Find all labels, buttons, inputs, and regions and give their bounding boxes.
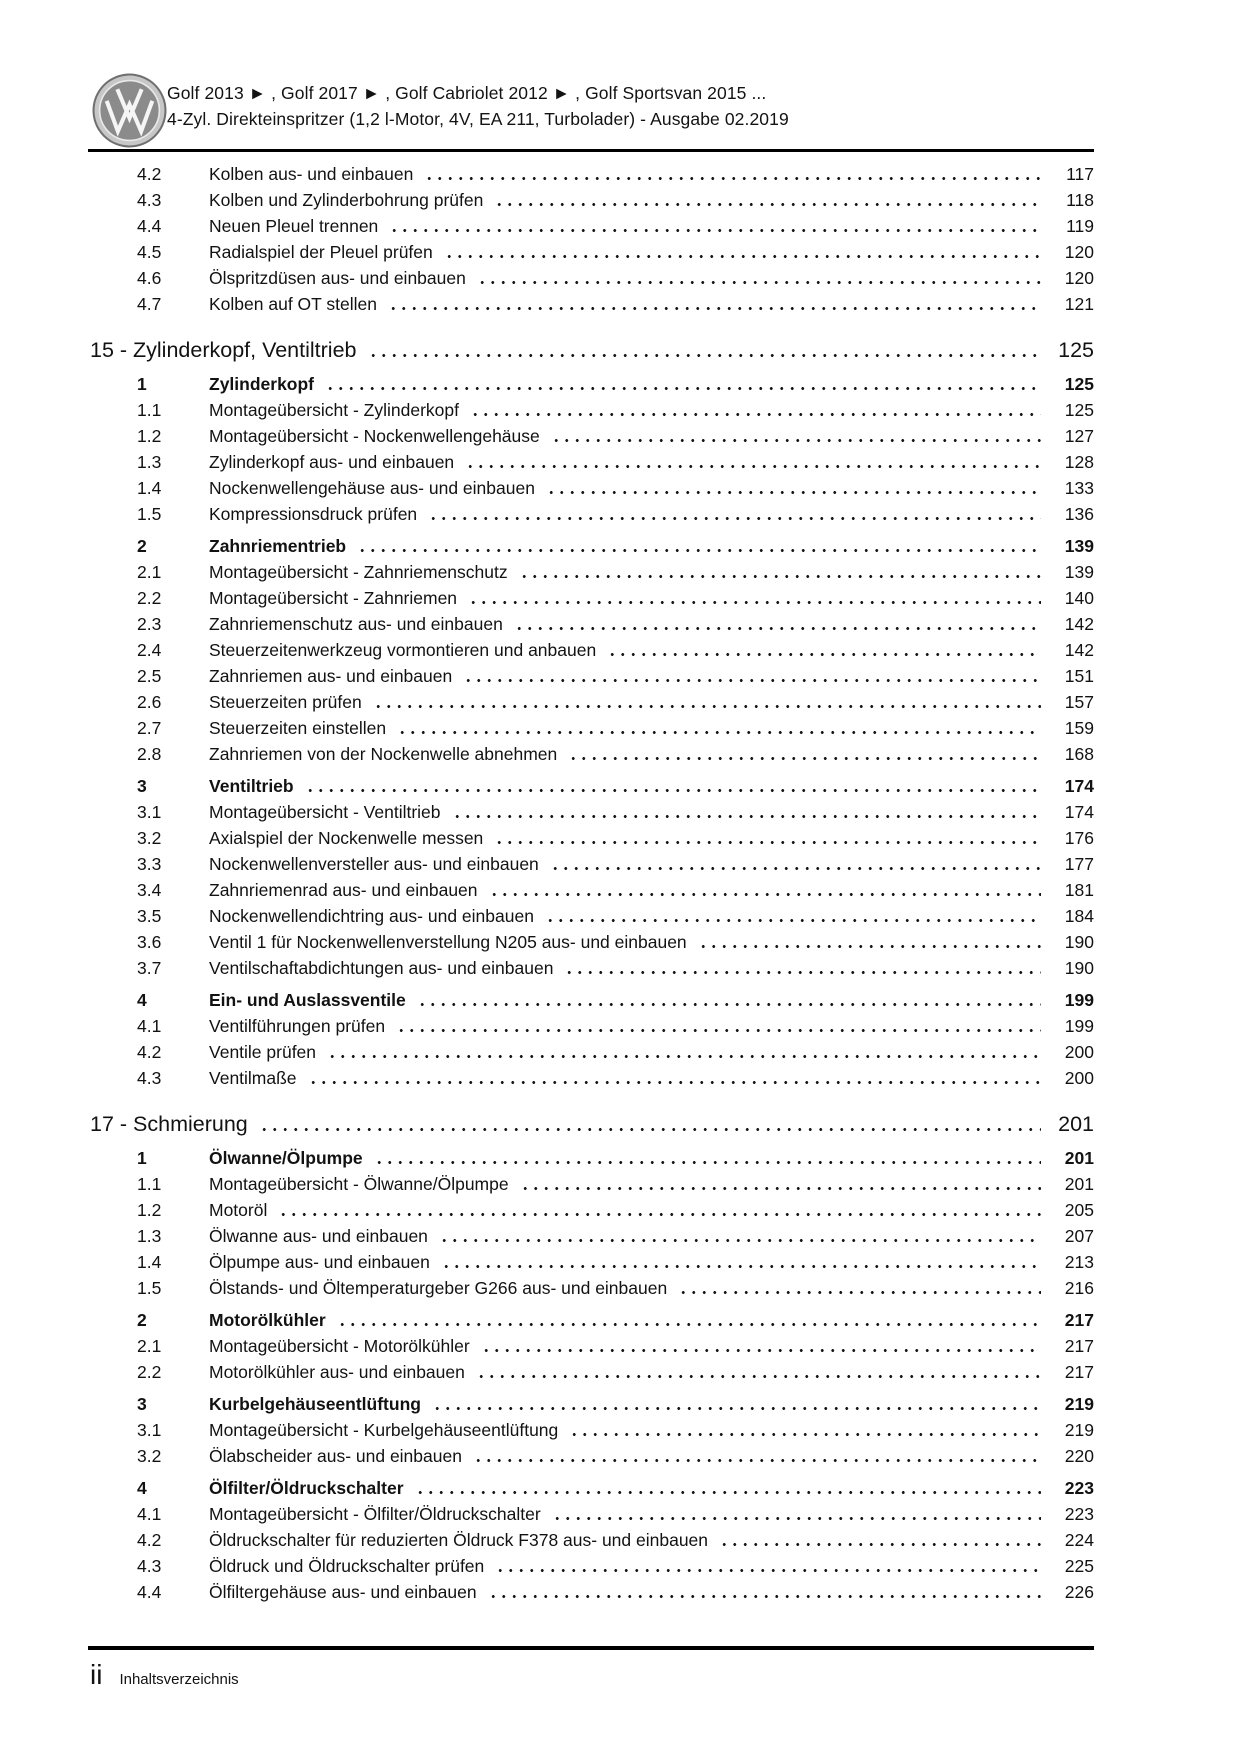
toc-entry-title: Montageübersicht - Zahnriemenschutz <box>209 562 508 582</box>
toc-entry-page: 118 <box>1066 190 1094 210</box>
toc-entry <box>90 585 1094 611</box>
toc-entry-title: Öldruckschalter für reduzierten Öldruck F378 aus- und einbauen <box>209 1530 709 1550</box>
toc-entry-page: 200 <box>1064 1068 1094 1088</box>
toc-leader-dots <box>494 203 1041 206</box>
toc-leader-dots <box>305 789 1041 792</box>
header-text <box>167 80 789 132</box>
toc-entry-page: 213 <box>1064 1252 1094 1272</box>
toc-chapter-heading <box>90 1110 1094 1139</box>
toc-entry-number: 3.4 <box>137 880 162 900</box>
toc-entry-page: 142 <box>1064 614 1094 634</box>
toc-entry-page: 174 <box>1064 802 1094 822</box>
toc-chapter-heading <box>90 336 1094 365</box>
toc-entry-title: Neuen Pleuel trennen <box>209 216 379 236</box>
footer-page-number: ii <box>90 1659 103 1690</box>
toc-entry <box>90 1307 1094 1333</box>
toc-entry-number: 4.1 <box>137 1016 162 1036</box>
toc-entry-page: 120 <box>1064 242 1094 262</box>
toc-leader-dots <box>327 1055 1041 1058</box>
toc-entry-page: 220 <box>1064 1446 1094 1466</box>
toc-leader-dots <box>494 841 1041 844</box>
toc-entry-title: Montageübersicht - Zahnriemen <box>209 588 458 608</box>
toc-entry <box>90 741 1094 767</box>
toc-entry-page: 216 <box>1064 1278 1094 1298</box>
toc-entry-page: 125 <box>1064 374 1094 394</box>
toc-leader-dots <box>444 255 1041 258</box>
toc-entry-number: 4.7 <box>137 294 162 314</box>
toc-entry-number: 4.5 <box>137 242 162 262</box>
toc-leader-dots <box>470 413 1041 416</box>
toc-entry <box>90 1065 1094 1091</box>
toc-chapter-title: 17 - Schmierung <box>90 1112 248 1136</box>
toc-leader-dots <box>546 491 1041 494</box>
toc-entry-page: 201 <box>1064 1174 1094 1194</box>
toc-entry-number: 4 <box>137 1478 147 1498</box>
page-footer <box>90 1658 239 1692</box>
toc-entry <box>90 423 1094 449</box>
toc-leader-dots <box>373 705 1041 708</box>
toc-entry <box>90 1039 1094 1065</box>
toc-entry <box>90 371 1094 397</box>
toc-leader-dots <box>452 815 1041 818</box>
toc-entry-page: 117 <box>1066 164 1094 184</box>
toc-entry-number: 4 <box>137 990 147 1010</box>
toc-leader-dots <box>481 1349 1041 1352</box>
toc-leader-dots <box>259 1128 1041 1131</box>
toc-entry-number: 2.1 <box>137 562 162 582</box>
toc-entry-page: 217 <box>1064 1362 1094 1382</box>
toc-entry-title: Nockenwellendichtring aus- und einbauen <box>209 906 534 926</box>
toc-leader-dots <box>428 517 1041 520</box>
toc-entry-number: 2 <box>137 536 147 556</box>
toc-entry-title: Ölwanne aus- und einbauen <box>209 1226 428 1246</box>
toc-entry-title: Steuerzeiten einstellen <box>209 718 387 738</box>
toc-entry-title: Kolben auf OT stellen <box>209 294 377 314</box>
toc-entry-page: 142 <box>1064 640 1094 660</box>
footer-divider <box>88 1646 1094 1650</box>
toc-entry-page: 151 <box>1064 666 1094 686</box>
toc-entry-page: 133 <box>1064 478 1094 498</box>
toc-entry-page: 226 <box>1064 1582 1094 1602</box>
toc-entry-number: 1.4 <box>137 1252 162 1272</box>
toc-entry-number: 1.3 <box>137 1226 162 1246</box>
toc-leader-dots <box>396 1029 1041 1032</box>
toc-leader-dots <box>678 1291 1041 1294</box>
toc-leader-dots <box>417 1003 1041 1006</box>
header-divider <box>88 149 1094 152</box>
toc-entry-page: 205 <box>1064 1200 1094 1220</box>
toc-entry-title: Montageübersicht - Ölfilter/Öldruckschalter <box>209 1504 541 1524</box>
toc-entry-title: Kolben aus- und einbauen <box>209 164 414 184</box>
toc-entry-page: 157 <box>1064 692 1094 712</box>
toc-entry <box>90 877 1094 903</box>
toc-entry <box>90 689 1094 715</box>
toc-entry-number: 3.1 <box>137 1420 162 1440</box>
toc-entry-page: 168 <box>1064 744 1094 764</box>
toc-entry <box>90 1527 1094 1553</box>
toc-entry-title: Ölspritzdüsen aus- und einbauen <box>209 268 466 288</box>
toc-entry-number: 4.4 <box>137 1582 162 1602</box>
toc-entry-title: Zylinderkopf <box>209 374 315 394</box>
toc-entry-page: 174 <box>1064 776 1094 796</box>
toc-entry-title: Ventiltrieb <box>209 776 294 796</box>
toc-entry <box>90 1013 1094 1039</box>
toc-entry-number: 4.2 <box>137 1042 162 1062</box>
toc-entry-title: Ölabscheider aus- und einbauen <box>209 1446 462 1466</box>
toc-leader-dots <box>325 387 1041 390</box>
toc-chapter-page: 125 <box>1058 338 1094 362</box>
toc-leader-dots <box>489 893 1041 896</box>
toc-entry-title: Montageübersicht - Ölwanne/Ölpumpe <box>209 1174 509 1194</box>
toc-entry-number: 4.2 <box>137 164 162 184</box>
toc-entry-number: 1 <box>137 1148 147 1168</box>
toc-leader-dots <box>308 1081 1041 1084</box>
toc-entry-number: 2.4 <box>137 640 162 660</box>
toc-leader-dots <box>564 971 1041 974</box>
toc-entry-number: 2 <box>137 1310 147 1330</box>
toc-entry-page: 177 <box>1064 854 1094 874</box>
toc-entry-number: 4.3 <box>137 1556 162 1576</box>
toc-leader-dots <box>337 1323 1041 1326</box>
toc-entry-number: 3.2 <box>137 1446 162 1466</box>
toc-entry-page: 120 <box>1064 268 1094 288</box>
toc-entry <box>90 1553 1094 1579</box>
toc-entry-title: Ein- und Auslassventile <box>209 990 406 1010</box>
toc-entry-number: 3.1 <box>137 802 162 822</box>
toc-entry-page: 127 <box>1064 426 1094 446</box>
toc-entry-number: 1.2 <box>137 1200 162 1220</box>
toc-entry <box>90 213 1094 239</box>
toc-entry-page: 184 <box>1064 906 1094 926</box>
toc-entry-number: 3.7 <box>137 958 162 978</box>
toc-entry-number: 2.5 <box>137 666 162 686</box>
toc-entry-page: 199 <box>1064 990 1094 1010</box>
toc-entry-page: 190 <box>1064 958 1094 978</box>
toc-entry-title: Motorölkühler aus- und einbauen <box>209 1362 465 1382</box>
toc-entry-title: Motoröl <box>209 1200 268 1220</box>
toc-entry-number: 1.2 <box>137 426 162 446</box>
toc-entry-page: 136 <box>1064 504 1094 524</box>
toc-entry-title: Ölpumpe aus- und einbauen <box>209 1252 430 1272</box>
toc-entry-number: 2.1 <box>137 1336 162 1356</box>
toc-entry <box>90 187 1094 213</box>
toc-entry-title: Öldruck und Öldruckschalter prüfen <box>209 1556 485 1576</box>
toc-entry <box>90 663 1094 689</box>
toc-entry-number: 3.3 <box>137 854 162 874</box>
toc-entry-title: Kurbelgehäuseentlüftung <box>209 1394 421 1414</box>
toc-entry-page: 219 <box>1064 1394 1094 1414</box>
toc-entry-title: Zahnriemenrad aus- und einbauen <box>209 880 478 900</box>
toc-entry <box>90 825 1094 851</box>
toc-entry-title: Axialspiel der Nockenwelle messen <box>209 828 484 848</box>
toc-entry-title: Zahnriemen von der Nockenwelle abnehmen <box>209 744 558 764</box>
toc-entry <box>90 1223 1094 1249</box>
toc-entry-page: 199 <box>1064 1016 1094 1036</box>
toc-leader-dots <box>719 1543 1041 1546</box>
toc-entry-number: 2.2 <box>137 588 162 608</box>
toc-entry <box>90 929 1094 955</box>
toc-entry <box>90 1501 1094 1527</box>
toc-leader-dots <box>495 1569 1041 1572</box>
toc-entry <box>90 397 1094 423</box>
toc-entry <box>90 449 1094 475</box>
toc-leader-dots <box>463 679 1041 682</box>
toc-entry-number: 3 <box>137 1394 147 1414</box>
toc-entry <box>90 1333 1094 1359</box>
toc-entry <box>90 1171 1094 1197</box>
toc-leader-dots <box>465 465 1041 468</box>
toc-entry-number: 4.6 <box>137 268 162 288</box>
toc-entry-title: Ölwanne/Ölpumpe <box>209 1148 363 1168</box>
toc-entry-number: 1.4 <box>137 478 162 498</box>
toc-entry <box>90 533 1094 559</box>
toc-entry <box>90 1275 1094 1301</box>
toc-entry <box>90 501 1094 527</box>
toc-leader-dots <box>550 867 1041 870</box>
toc-entry-number: 2.3 <box>137 614 162 634</box>
toc-entry-title: Kompressionsdruck prüfen <box>209 504 418 524</box>
toc-entry-title: Nockenwellengehäuse aus- und einbauen <box>209 478 535 498</box>
toc-entry <box>90 1443 1094 1469</box>
toc-entry-title: Ventile prüfen <box>209 1042 317 1062</box>
toc-entry-title: Radialspiel der Pleuel prüfen <box>209 242 433 262</box>
toc-entry <box>90 1145 1094 1171</box>
toc-leader-dots <box>441 1265 1041 1268</box>
footer-section-label: Inhaltsverzeichnis <box>119 1671 239 1688</box>
toc-entry <box>90 851 1094 877</box>
toc-leader-dots <box>415 1491 1041 1494</box>
toc-entry-number: 3 <box>137 776 147 796</box>
toc-entry-title: Montageübersicht - Ventiltrieb <box>209 802 441 822</box>
header-model-line: Golf 2013 ► , Golf 2017 ► , Golf Cabriolet 2012 ► , Golf Sportsvan 2015 ... <box>167 83 767 103</box>
toc-entry <box>90 611 1094 637</box>
toc-entry-number: 1.1 <box>137 400 162 420</box>
toc-entry-page: 225 <box>1064 1556 1094 1576</box>
toc-entry-title: Nockenwellenversteller aus- und einbauen <box>209 854 539 874</box>
toc-entry-number: 1.5 <box>137 504 162 524</box>
toc-leader-dots <box>551 439 1041 442</box>
toc-entry <box>90 559 1094 585</box>
toc-entry-page: 121 <box>1064 294 1094 314</box>
toc-entry <box>90 265 1094 291</box>
toc-leader-dots <box>519 575 1041 578</box>
toc-entry-page: 139 <box>1064 536 1094 556</box>
toc-leader-dots <box>424 177 1041 180</box>
toc-leader-dots <box>439 1239 1041 1242</box>
header-engine-line: 4-Zyl. Direkteinspritzer (1,2 l-Motor, 4V, EA 211, Turbolader) - Ausgabe 02.2019 <box>167 109 789 129</box>
toc-entry-number: 2.2 <box>137 1362 162 1382</box>
toc-entry-title: Montageübersicht - Zylinderkopf <box>209 400 459 420</box>
toc-leader-dots <box>569 1433 1041 1436</box>
toc-leader-dots <box>607 653 1041 656</box>
toc-leader-dots <box>397 731 1041 734</box>
toc-chapter-page: 201 <box>1058 1112 1094 1136</box>
vw-logo-icon <box>92 73 167 148</box>
toc-entry-page: 125 <box>1064 400 1094 420</box>
toc-entry-number: 4.3 <box>137 190 162 210</box>
toc-entry-page: 140 <box>1064 588 1094 608</box>
toc-entry-page: 207 <box>1064 1226 1094 1246</box>
toc-entry-page: 176 <box>1064 828 1094 848</box>
toc-entry-title: Ölfiltergehäuse aus- und einbauen <box>209 1582 477 1602</box>
toc-entry-page: 201 <box>1064 1148 1094 1168</box>
toc-entry-number: 2.6 <box>137 692 162 712</box>
toc-entry <box>90 239 1094 265</box>
toc-leader-dots <box>545 919 1041 922</box>
toc-entry <box>90 1197 1094 1223</box>
toc-entry-title: Steuerzeitenwerkzeug vormontieren und anbauen <box>209 640 597 660</box>
toc-entry <box>90 1579 1094 1605</box>
toc-entry-title: Zahnriemenschutz aus- und einbauen <box>209 614 503 634</box>
toc-entry-title: Montageübersicht - Motorölkühler <box>209 1336 470 1356</box>
toc-leader-dots <box>368 354 1042 357</box>
toc-leader-dots <box>468 601 1041 604</box>
toc-entry-title: Kolben und Zylinderbohrung prüfen <box>209 190 484 210</box>
toc-entry-title: Zylinderkopf aus- und einbauen <box>209 452 455 472</box>
toc-entry-page: 217 <box>1064 1336 1094 1356</box>
toc-leader-dots <box>374 1161 1041 1164</box>
toc-entry-title: Zahnriemen aus- und einbauen <box>209 666 453 686</box>
toc-leader-dots <box>520 1187 1041 1190</box>
toc-entry <box>90 955 1094 981</box>
toc-entry-page: 223 <box>1064 1478 1094 1498</box>
toc-entry <box>90 1391 1094 1417</box>
toc-leader-dots <box>389 229 1041 232</box>
toc-entry-number: 1 <box>137 374 147 394</box>
toc-entry-page: 119 <box>1066 216 1094 236</box>
toc-entry <box>90 715 1094 741</box>
toc-entry <box>90 637 1094 663</box>
toc-leader-dots <box>357 549 1041 552</box>
toc-leader-dots <box>388 307 1041 310</box>
toc-leader-dots <box>698 945 1041 948</box>
toc-entry <box>90 1249 1094 1275</box>
toc-leader-dots <box>514 627 1041 630</box>
toc-entry-page: 217 <box>1064 1310 1094 1330</box>
toc-entry-page: 128 <box>1064 452 1094 472</box>
toc-entry-number: 2.8 <box>137 744 162 764</box>
toc-entry-title: Montageübersicht - Kurbelgehäuseentlüftung <box>209 1420 559 1440</box>
toc-leader-dots <box>488 1595 1041 1598</box>
toc-entry-number: 3.5 <box>137 906 162 926</box>
toc-entry-page: 139 <box>1064 562 1094 582</box>
toc-leader-dots <box>552 1517 1041 1520</box>
toc-entry <box>90 799 1094 825</box>
toc-entry-title: Ventilschaftabdichtungen aus- und einbauen <box>209 958 554 978</box>
toc-entry-title: Zahnriementrieb <box>209 536 347 556</box>
toc-entry-title: Ventilführungen prüfen <box>209 1016 386 1036</box>
toc-entry-number: 4.1 <box>137 1504 162 1524</box>
toc-entry-number: 3.2 <box>137 828 162 848</box>
toc-chapter-title: 15 - Zylinderkopf, Ventiltrieb <box>90 338 357 362</box>
toc-leader-dots <box>432 1407 1041 1410</box>
toc-leader-dots <box>477 281 1041 284</box>
toc-leader-dots <box>476 1375 1041 1378</box>
toc-leader-dots <box>568 757 1041 760</box>
toc-entry-title: Montageübersicht - Nockenwellengehäuse <box>209 426 540 446</box>
toc-entry-title: Ventil 1 für Nockenwellenverstellung N205 aus- und einbauen <box>209 932 687 952</box>
toc-entry <box>90 773 1094 799</box>
toc-entry <box>90 1417 1094 1443</box>
toc-entry-page: 190 <box>1064 932 1094 952</box>
toc-entry <box>90 903 1094 929</box>
toc-entry-number: 4.3 <box>137 1068 162 1088</box>
toc-entry-number: 4.4 <box>137 216 162 236</box>
toc-entry-number: 2.7 <box>137 718 162 738</box>
table-of-contents <box>90 161 1094 1605</box>
toc-entry <box>90 161 1094 187</box>
toc-entry-title: Ölfilter/Öldruckschalter <box>209 1478 404 1498</box>
toc-entry-number: 4.2 <box>137 1530 162 1550</box>
toc-entry-page: 181 <box>1064 880 1094 900</box>
toc-entry-number: 1.1 <box>137 1174 162 1194</box>
toc-entry-page: 223 <box>1064 1504 1094 1524</box>
toc-entry-title: Steuerzeiten prüfen <box>209 692 362 712</box>
toc-entry <box>90 291 1094 317</box>
toc-entry-number: 3.6 <box>137 932 162 952</box>
toc-entry-number: 1.5 <box>137 1278 162 1298</box>
toc-entry-title: Motorölkühler <box>209 1310 326 1330</box>
toc-entry-page: 159 <box>1064 718 1094 738</box>
toc-entry-page: 224 <box>1064 1530 1094 1550</box>
toc-entry <box>90 1475 1094 1501</box>
toc-entry-title: Ventilmaße <box>209 1068 297 1088</box>
toc-entry-page: 219 <box>1064 1420 1094 1440</box>
toc-entry <box>90 1359 1094 1385</box>
toc-entry-number: 1.3 <box>137 452 162 472</box>
toc-entry-page: 200 <box>1064 1042 1094 1062</box>
toc-leader-dots <box>473 1459 1041 1462</box>
toc-entry-title: Ölstands- und Öltemperaturgeber G266 aus- und einbauen <box>209 1278 668 1298</box>
toc-entry <box>90 987 1094 1013</box>
toc-entry <box>90 475 1094 501</box>
toc-leader-dots <box>278 1213 1041 1216</box>
